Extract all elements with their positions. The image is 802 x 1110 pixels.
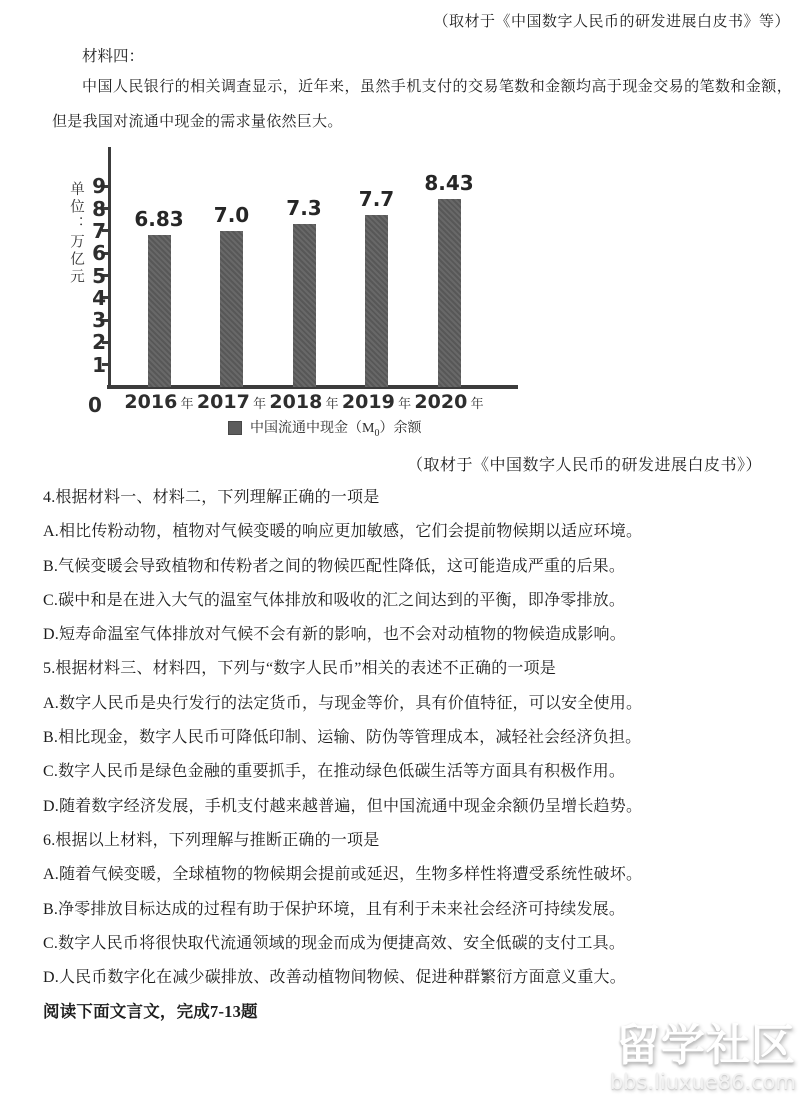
x-axis-category-label: 2020 年 [414,391,484,413]
y-tick-label: 9 [92,174,106,199]
next-section-heading: 阅读下面文言文，完成7-13题 [43,1002,258,1022]
question-5-option-c: C.数字人民币是绿色金融的重要抓手，在推动绿色低碳生活等方面具有积极作用。 [43,763,626,781]
legend-label: 中国流通中现金$(M_0)$余额 [250,421,422,439]
watermark-title: 留学社区 [616,1020,796,1071]
bar-value-label: 8.43 [424,171,474,195]
bar-value-label: 7.0 [213,202,250,227]
question-6-option-d: D.人民币数字化在减少碳排放、改善动植物间物候、促进种群繁衍方面意义重大。 [43,969,626,987]
question-5-option-d: D.随着数字经济发展，手机支付越来越普遍，但中国流通中现金余额仍呈增长趋势。 [43,797,643,815]
chart-legend [228,417,421,439]
bar-2017年 [220,231,243,387]
bar-2019年 [365,215,388,387]
source-attribution-top: （取材于《中国数字人民币的研发进展白皮书》等） [433,14,790,30]
watermark [576,1022,796,1094]
bar-2016年 [148,235,171,387]
y-tick-label: 4 [92,285,106,310]
bar-value-label: 7.7 [358,187,395,212]
question-6-option-a: A.随着气候变暖，全球植物的物候期会提前或延迟，生物多样性将遭受系统性破坏。 [43,866,643,884]
y-tick-label: 7 [92,218,106,243]
material-four-paragraph: 中国人民银行的相关调查显示，近年来，虽然手机支付的交易笔数和金额均高于现金交易的笔数和金额，但是我国对流通中现金的需求量依然巨大。 [52,79,792,130]
cash-in-circulation-bar-chart [60,145,540,450]
question-4-option-d: D.短寿命温室气体排放对气候不会有新的影响，也不会对动植物的物候造成影响。 [43,626,626,644]
legend-swatch-icon [228,421,242,435]
y-tick-label: 2 [92,330,106,355]
bar-2018年 [293,224,316,387]
y-tick-label: 6 [92,241,106,266]
question-6-stem: 6.根据以上材料，下列理解与推断正确的一项是 [43,831,380,849]
bar-value-label: 7.3 [286,196,322,221]
x-axis-category-label: 2018 年 [269,391,339,413]
question-5-stem: 5.根据材料三、材料四，下列与“数字人民币”相关的表述不正确的一项是 [43,660,557,678]
question-6-option-c: C.数字人民币将很快取代流通领域的现金而成为便捷高效、安全低碳的支付工具。 [43,934,626,952]
y-tick-label: 8 [92,196,106,221]
x-axis-category-label: 2016 年 [124,391,194,413]
y-tick-label: 1 [92,352,106,377]
question-4-option-a: A.相比传粉动物，植物对气候变暖的响应更加敏感，它们会提前物候期以适应环境。 [43,523,643,541]
material-four-label: 材料四： [82,48,145,65]
question-4-option-c: C.碳中和是在进入大气的温室气体排放和吸收的汇之间达到的平衡，即净零排放。 [43,591,626,609]
bar-value-label: 6.83 [134,206,184,231]
y-axis-unit-label: 单位：万亿元 [68,181,84,286]
question-4-stem: 4.根据材料一、材料二，下列理解正确的一项是 [43,489,380,506]
x-axis-category-label: 2019 年 [341,391,412,413]
y-axis-line [108,147,111,388]
question-5-option-b: B.相比现金，数字人民币可降低印制、运输、防伪等管理成本，减轻社会经济负担。 [43,729,642,747]
x-axis-category-label: 2017 年 [196,391,267,413]
question-6-option-b: B.净零排放目标达成的过程有助于保护环境，且有利于未来社会经济可持续发展。 [43,900,626,918]
origin-zero-label: 0 [88,393,102,417]
y-tick-label: 5 [92,263,106,288]
bar-2020年 [438,199,461,387]
watermark-url: bbs.liuxue86.com [609,1070,796,1094]
y-tick-label: 3 [92,308,106,333]
question-4-option-b: B.气候变暖会导致植物和传粉者之间的物候匹配性降低，这可能造成严重的后果。 [43,557,626,575]
question-5-option-a: A.数字人民币是央行发行的法定货币，与现金等价，具有价值特征，可以安全使用。 [43,694,643,712]
source-attribution-chart: （取材于《中国数字人民币的研发进展白皮书》） [406,457,762,474]
questions-block [43,481,788,1030]
